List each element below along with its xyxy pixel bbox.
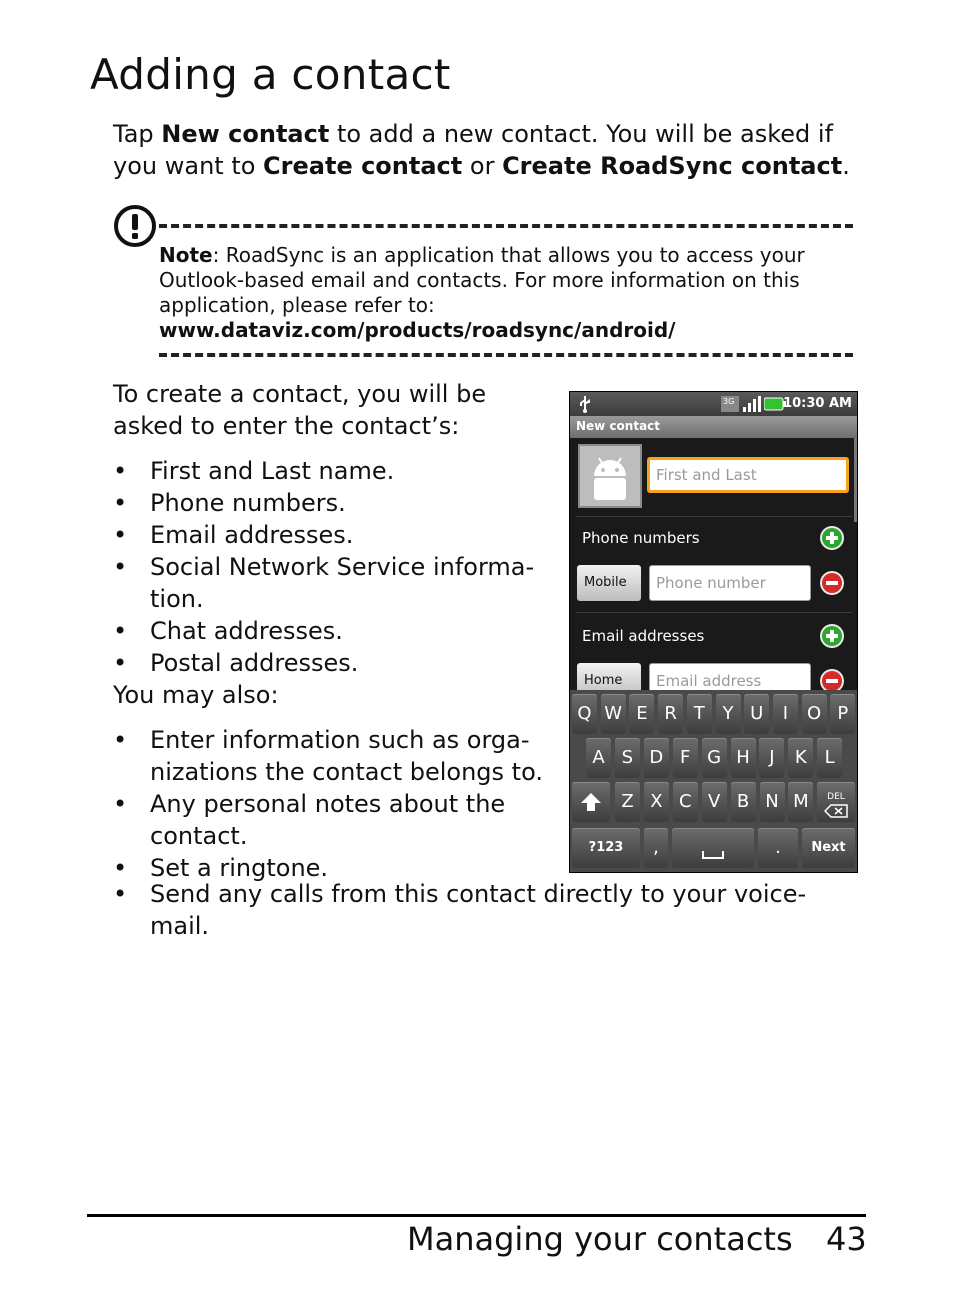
key-l[interactable]: L (817, 738, 842, 778)
next-key[interactable]: Next (802, 828, 855, 868)
key-s[interactable]: S (615, 738, 640, 778)
email-section-label: Email addresses (582, 627, 705, 645)
soft-keyboard (570, 690, 857, 872)
list-item-text: First and Last name. (150, 457, 395, 485)
list-item (113, 519, 553, 551)
list-item-text: Enter information such as orga-nizations the contact belongs to. (150, 726, 543, 786)
key-u[interactable]: U (744, 694, 769, 734)
add-phone-icon[interactable] (819, 525, 845, 551)
3g-icon (720, 394, 740, 414)
list-item-text: Chat addresses. (150, 617, 343, 645)
bullet: • (113, 854, 128, 882)
intro-text-4: . (842, 152, 850, 180)
intro-create-roadsync: Create RoadSync contact (502, 152, 843, 180)
period-key[interactable]: . (758, 828, 798, 868)
list-item (113, 724, 553, 788)
body-column-wide (113, 878, 833, 942)
key-c[interactable]: C (673, 782, 698, 822)
key-j[interactable]: J (759, 738, 784, 778)
bullet: • (113, 457, 128, 485)
key-f[interactable]: F (673, 738, 698, 778)
divider (576, 516, 852, 517)
bullet: • (113, 521, 128, 549)
key-k[interactable]: K (788, 738, 813, 778)
lead-paragraph: To create a contact, you will be asked to enter the contact’s: (113, 380, 487, 440)
page-number: 43 (826, 1220, 867, 1258)
key-m[interactable]: M (788, 782, 813, 822)
delete-key-label: DEL (827, 792, 845, 802)
svg-text:3G: 3G (723, 397, 735, 406)
space-key[interactable] (672, 828, 754, 868)
note-box (159, 243, 859, 343)
screen-title-bar (570, 416, 857, 438)
note-label: Note (159, 243, 213, 267)
name-input[interactable]: First and Last (647, 457, 849, 493)
exclamation-icon (113, 204, 157, 248)
add-email-icon[interactable] (819, 623, 845, 649)
phone-screenshot (569, 391, 858, 873)
email-address-input[interactable]: Email address (649, 663, 811, 690)
extras-list (113, 724, 553, 884)
key-w[interactable]: W (601, 694, 626, 734)
extras-list-continued (113, 878, 833, 942)
bullet: • (113, 790, 128, 818)
list-item (113, 487, 553, 519)
phone-section-label: Phone numbers (582, 529, 700, 547)
list-item-text: Social Network Service informa-tion. (150, 553, 535, 613)
list-item-text: Any personal notes about the contact. (150, 790, 506, 850)
bullet: • (113, 489, 128, 517)
bullet: • (113, 649, 128, 677)
list-item-text: Set a ringtone. (150, 854, 329, 882)
clock: 10:30 AM (783, 396, 852, 411)
bullet: • (113, 617, 128, 645)
signal-icon (742, 395, 762, 413)
key-g[interactable]: G (702, 738, 727, 778)
key-r[interactable]: R (658, 694, 683, 734)
list-item (113, 647, 553, 679)
list-item (113, 455, 553, 487)
page-title: Adding a contact (90, 50, 451, 99)
footer-section-title: Managing your contacts (407, 1220, 793, 1258)
usb-icon (578, 395, 592, 413)
list-item-text: Postal addresses. (150, 649, 359, 677)
comma-key[interactable]: , (644, 828, 668, 868)
key-e[interactable]: E (629, 694, 654, 734)
key-q[interactable]: Q (572, 694, 597, 734)
key-h[interactable]: H (731, 738, 756, 778)
list-item (113, 878, 833, 942)
note-text: : RoadSync is an application that allows you to access your Outlook-based email and contacts. For more information on this application, please refer to: (159, 243, 805, 317)
intro-text-1: Tap (113, 120, 162, 148)
list-item-text: Email addresses. (150, 521, 354, 549)
phone-number-input[interactable]: Phone number (649, 565, 811, 601)
intro-text-2: to add a new contact. You will be asked if you want to (113, 120, 834, 180)
backspace-icon (824, 804, 848, 818)
key-y[interactable]: Y (716, 694, 741, 734)
footer-rule (87, 1214, 866, 1217)
list-item (113, 551, 553, 615)
key-x[interactable]: X (644, 782, 669, 822)
delete-key[interactable] (817, 782, 855, 822)
intro-paragraph (113, 118, 853, 182)
body-column (113, 378, 553, 884)
list-item-text: Phone numbers. (150, 489, 346, 517)
key-o[interactable]: O (802, 694, 827, 734)
note-bottom-rule (159, 353, 853, 357)
list-item (113, 788, 553, 852)
list-item-text: Send any calls from this contact directly to your voice-mail. (150, 880, 807, 940)
divider (576, 612, 852, 613)
phone-type-button[interactable]: Mobile (577, 565, 641, 601)
intro-create-contact: Create contact (263, 152, 463, 180)
email-type-button[interactable]: Home (577, 663, 641, 690)
key-t[interactable]: T (687, 694, 712, 734)
key-v[interactable]: V (702, 782, 727, 822)
contact-photo[interactable] (578, 444, 642, 508)
key-p[interactable]: P (830, 694, 855, 734)
bullet: • (113, 726, 128, 754)
key-d[interactable]: D (644, 738, 669, 778)
list-item (113, 615, 553, 647)
screen-title: New contact (576, 419, 661, 433)
bullet: • (113, 553, 128, 581)
intro-new-contact: New contact (161, 120, 330, 148)
key-b[interactable]: B (731, 782, 756, 822)
key-a[interactable]: A (586, 738, 611, 778)
contact-form (570, 438, 857, 690)
intro-text-3: or (462, 152, 503, 180)
scrollbar[interactable] (854, 438, 857, 522)
note-url: www.dataviz.com/products/roadsync/android/ (159, 318, 676, 342)
bullet: • (113, 880, 128, 908)
key-n[interactable]: N (760, 782, 785, 822)
remove-email-icon[interactable] (819, 668, 845, 690)
key-i[interactable]: I (773, 694, 798, 734)
fields-list (113, 455, 553, 679)
remove-phone-icon[interactable] (819, 570, 845, 596)
also-paragraph: You may also: (113, 681, 279, 709)
android-avatar-icon (580, 446, 640, 506)
space-bar-icon (702, 850, 724, 860)
status-bar (570, 392, 857, 416)
shift-key[interactable] (572, 782, 610, 822)
note-top-rule (159, 224, 853, 228)
shift-arrow-icon (579, 790, 603, 814)
key-z[interactable]: Z (615, 782, 640, 822)
symbols-key[interactable]: ?123 (572, 828, 640, 868)
